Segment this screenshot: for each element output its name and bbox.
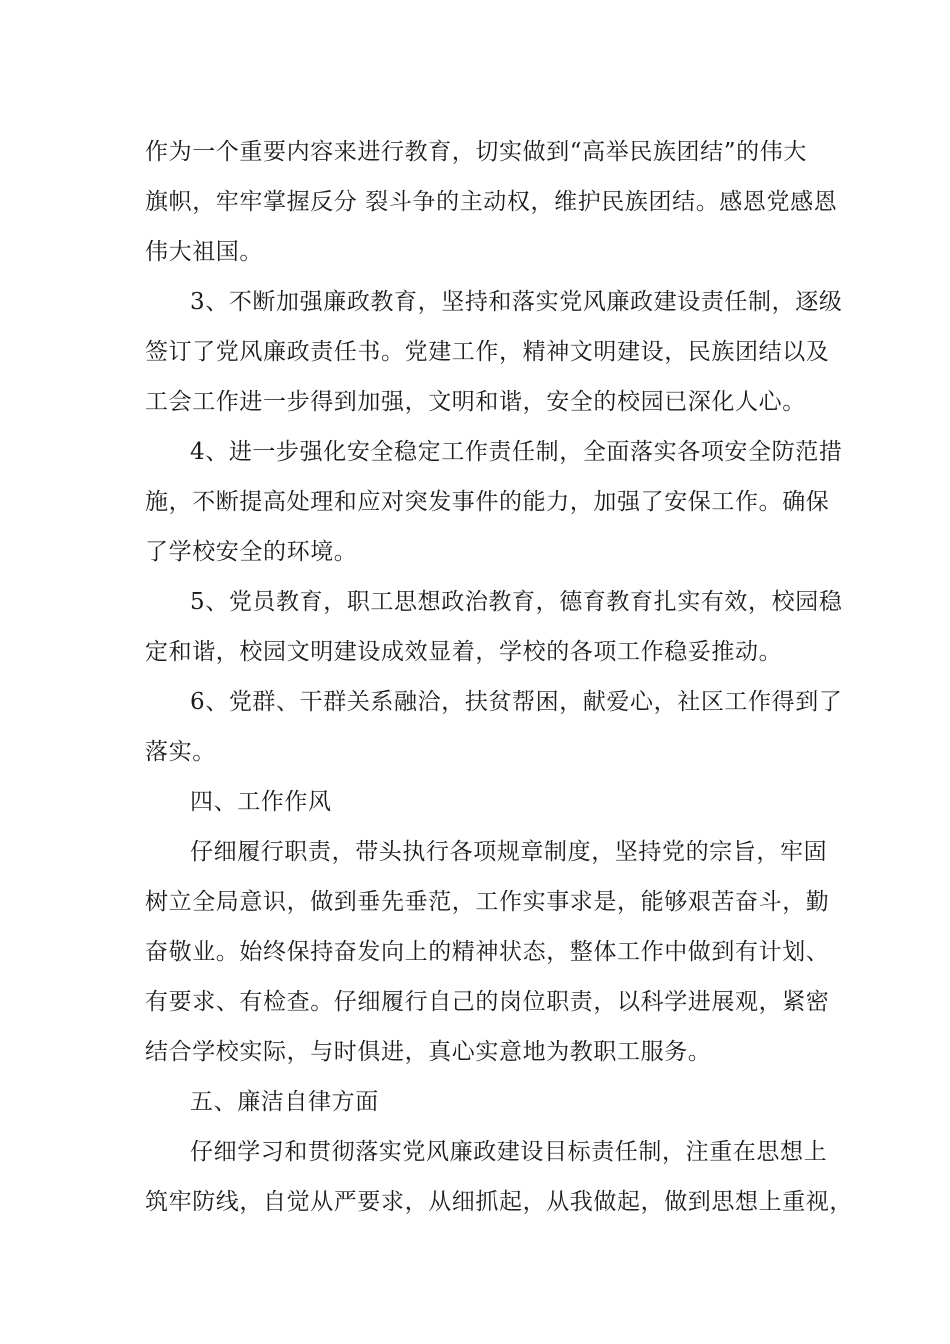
text-line: 作为一个重要内容来进行教育，切实做到“高举民族团结”的伟大 [145,139,807,165]
text-line: 树立全局意识，做到垂先垂范，工作实事求是，能够艰苦奋斗，勤 [145,889,830,915]
text-line: 工会工作进一步得到加强，文明和谐，安全的校园已深化人心。 [145,389,806,415]
paragraph-6-first-line: 6、党群、干群关系融洽，扶贫帮困，献爱心，社区工作得到了 [190,689,843,715]
text-line: 有要求、有检查。仔细履行自己的岗位职责，以科学进展观，紧密 [145,989,830,1015]
paragraph-3-first-line: 3、不断加强廉政教育，坚持和落实党风廉政建设责任制，逐级 [190,289,843,315]
text-line: 了学校安全的环境。 [145,539,358,565]
text-line: 落实。 [145,739,216,765]
paragraph-4-first-line: 4、进一步强化安全稳定工作责任制，全面落实各项安全防范措 [190,439,843,465]
text-line: 伟大祖国。 [145,239,263,265]
text-line: 旗帜，牢牢掌握反分 裂斗争的主动权，维护民族团结。感恩党感恩 [145,189,838,215]
text-line: 定和谐，校园文明建设成效显着，学校的各项工作稳妥推动。 [145,639,783,665]
text-line: 结合学校实际，与时俱进，真心实意地为教职工服务。 [145,1039,712,1065]
paragraph-first-line: 仔细履行职责，带头执行各项规章制度，坚持党的宗旨，牢固 [190,839,828,865]
text-line: 施，不断提高处理和应对突发事件的能力，加强了安保工作。确保 [145,489,830,515]
section-heading-integrity: 五、廉洁自律方面 [190,1089,379,1115]
text-line: 签订了党风廉政责任书。党建工作，精神文明建设，民族团结以及 [145,339,830,365]
section-heading-work-style: 四、工作作风 [190,789,332,815]
text-line: 筑牢防线，自觉从严要求，从细抓起，从我做起，做到思想上重视， [145,1189,853,1215]
paragraph-first-line: 仔细学习和贯彻落实党风廉政建设目标责任制，注重在思想上 [190,1139,828,1165]
text-line: 奋敬业。始终保持奋发向上的精神状态，整体工作中做到有计划、 [145,939,830,965]
paragraph-5-first-line: 5、党员教育，职工思想政治教育，德育教育扎实有效，校园稳 [190,589,843,615]
